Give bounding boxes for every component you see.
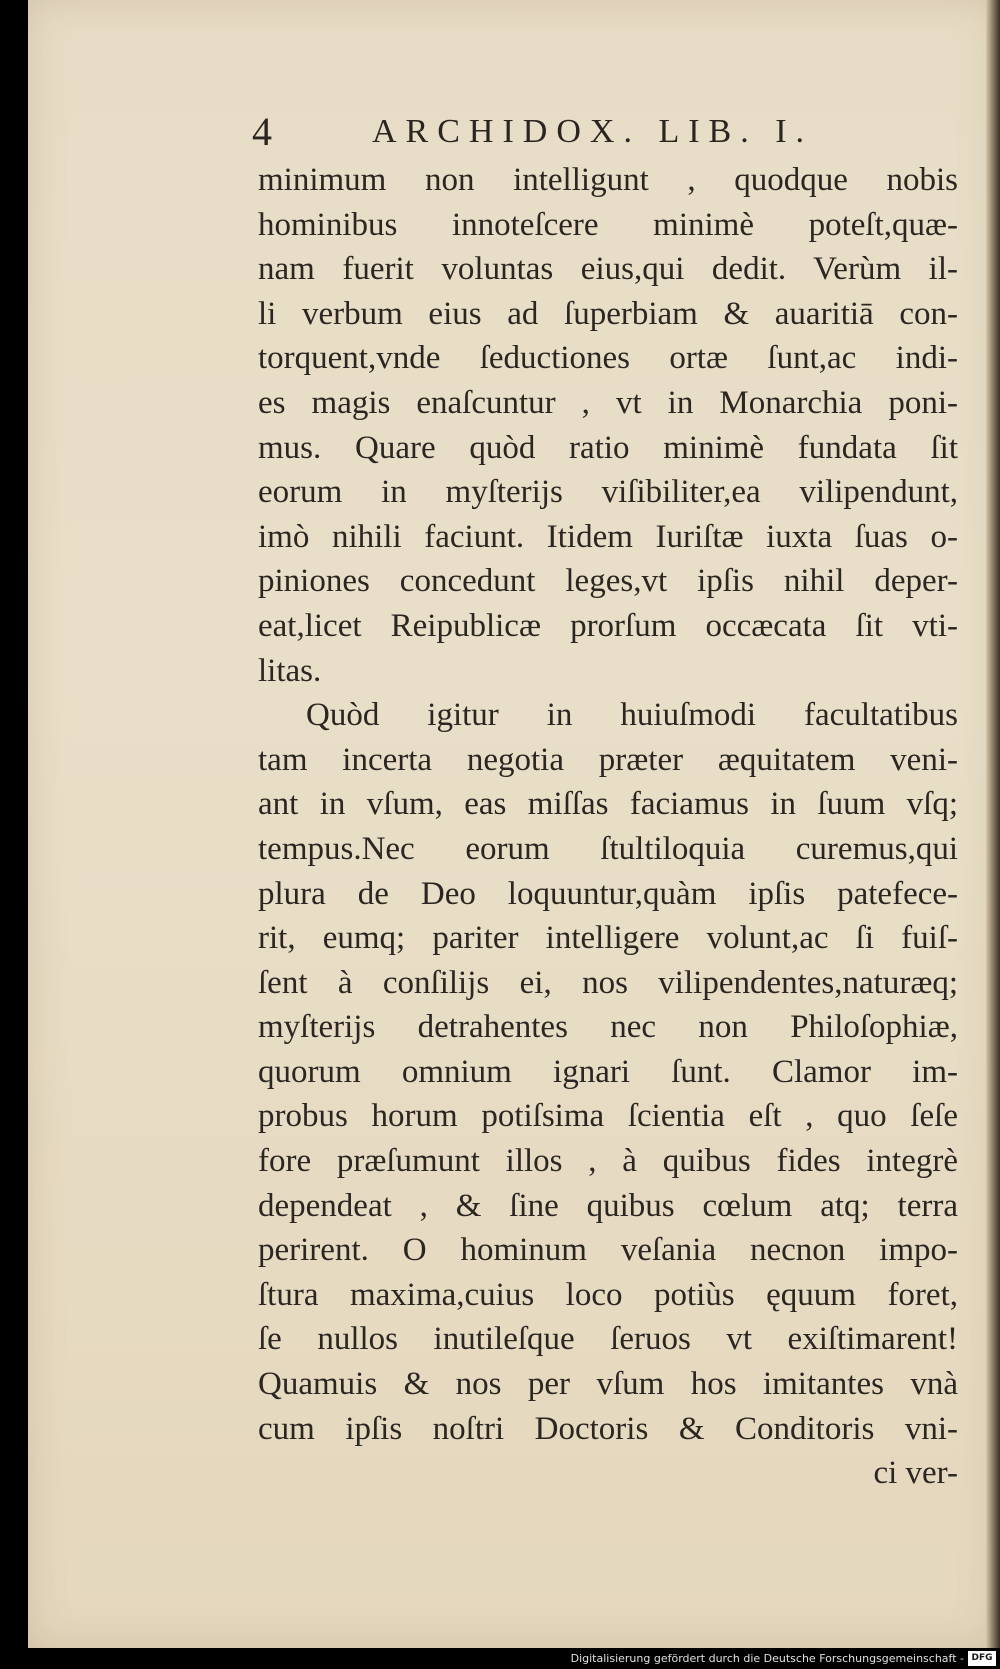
text-line-5: torquent,vnde ſeductiones ortæ ſunt,ac indi- xyxy=(258,340,958,377)
text-line-25: perirent. O hominum veſania necnon impo- xyxy=(258,1232,958,1269)
text-line-1: minimum non intelligunt , quodque nobis xyxy=(258,162,958,198)
text-line-11: eat,licet Reipublicæ prorſum occæcata ſit vti- xyxy=(258,607,958,644)
text-line-24: dependeat , & ſine quibus cœlum atq; terra xyxy=(258,1187,958,1224)
text-line-15: ant in vſum, eas miſſas faciamus in ſuum vſq; xyxy=(258,786,958,823)
running-title: ARCHIDOX. LIB. I. xyxy=(372,113,814,150)
text-line-7: mus. Quare quòd ratio minimè fundata ſit xyxy=(258,429,958,466)
text-line-22: probus horum potiſsima ſcientia eſt , quo ſeſe xyxy=(258,1098,958,1135)
page-header xyxy=(252,106,892,158)
text-line-27: ſe nullos inutileſque ſeruos vt exiſtimarent! xyxy=(258,1321,958,1358)
text-line-9: imò nihili faciunt. Itidem Iuriſtæ iuxta ſuas o- xyxy=(258,518,958,555)
text-line-3: nam fuerit voluntas eius,qui dedit. Verùm il- xyxy=(258,251,958,288)
text-line-16: tempus.Nec eorum ſtultiloquia curemus,qui xyxy=(258,830,958,867)
digitization-footer xyxy=(0,1648,1000,1669)
text-line-26: ſtura maxima,cuius loco potiùs ęquum foret, xyxy=(258,1276,958,1313)
text-line-14: tam incerta negotia præter æquitatem veni- xyxy=(258,741,958,778)
text-line-10: piniones concedunt leges,vt ipſis nihil deper- xyxy=(258,563,958,600)
text-line-28: Quamuis & nos per vſum hos imitantes vnà xyxy=(258,1366,958,1403)
leaf-edge xyxy=(986,0,1000,1648)
text-line-8: eorum in myſterijs viſibiliter,ea vilipendunt, xyxy=(258,474,958,511)
text-line-20: myſterijs detrahentes nec non Philoſophiæ, xyxy=(258,1009,958,1046)
catchword: ci ver- xyxy=(873,1455,958,1492)
dfg-logo-icon: DFG xyxy=(968,1651,996,1666)
text-line-6: es magis enaſcuntur , vt in Monarchia poni- xyxy=(258,384,958,421)
text-line-19: ſent à conſilijs ei, nos vilipendentes,naturæq; xyxy=(258,964,958,1001)
text-line-21: quorum omnium ignari ſunt. Clamor im- xyxy=(258,1053,958,1090)
text-line-2: hominibus innoteſcere minimè poteſt,quæ- xyxy=(258,206,958,243)
text-line-13: Quòd igitur in huiuſmodi facultatibus xyxy=(306,697,958,734)
text-line-4: li verbum eius ad ſuperbiam & auaritiā con- xyxy=(258,295,958,332)
text-line-17: plura de Deo loquuntur,quàm ipſis patefece- xyxy=(258,875,958,912)
text-line-23: fore præſumunt illos , à quibus fides integrè xyxy=(258,1143,958,1180)
footer-credit: Digitalisierung gefördert durch die Deutsche Forschungsgemeinschaft - xyxy=(570,1652,964,1665)
text-line-18: rit, eumq; pariter intelligere volunt,ac ſi fuiſ- xyxy=(258,920,958,957)
text-line-12: litas. xyxy=(258,652,322,689)
text-block xyxy=(258,158,958,1496)
text-line-29: cum ipſis noſtri Doctoris & Conditoris vni- xyxy=(258,1410,958,1447)
page-number: 4 xyxy=(252,109,272,154)
